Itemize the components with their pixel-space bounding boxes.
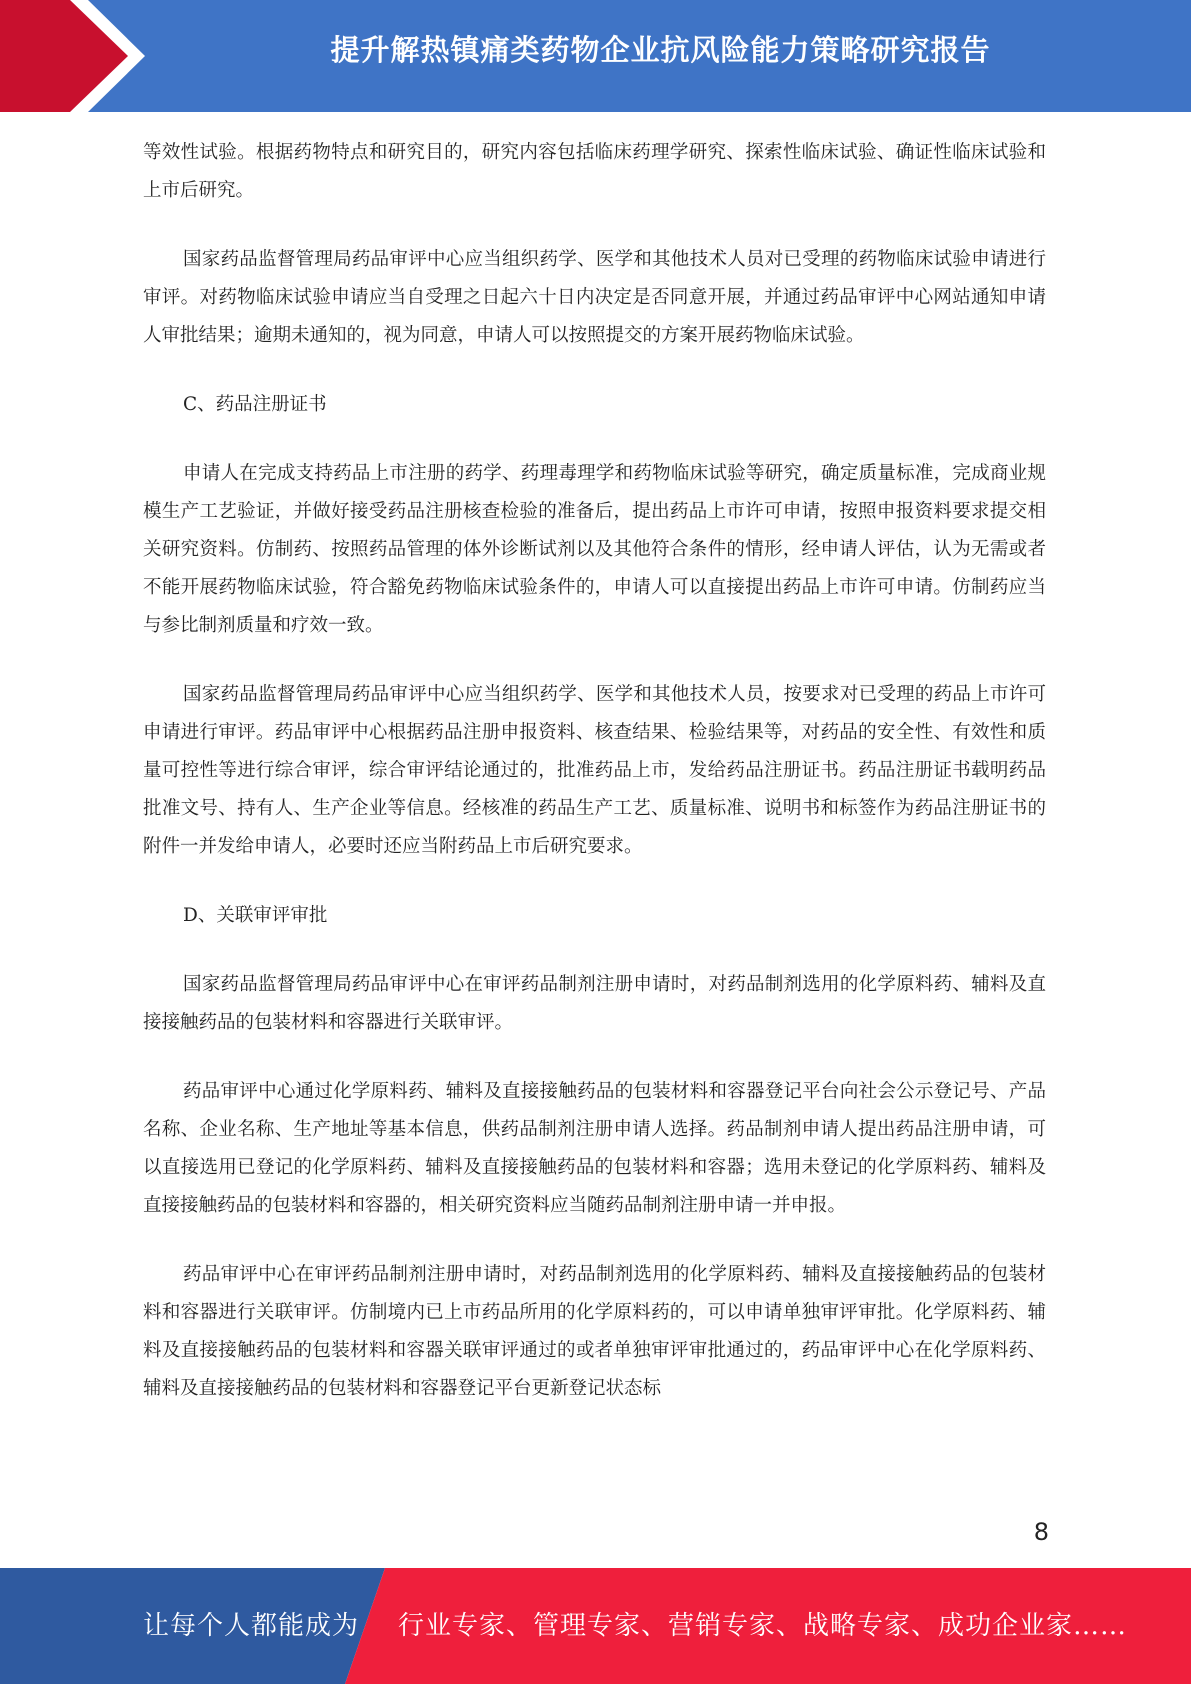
footer-slogan-right: 行业专家、管理专家、营销专家、战略专家、成功企业家……	[398, 1611, 1128, 1641]
paragraph: 国家药品监督管理局药品审评中心应当组织药学、医学和其他技术人员，按要求对已受理的药品上市许可申请进行审评。药品审评中心根据药品注册申报资料、核查结果、检验结果等，对药品的安全性、有效性和质量可控性等进行综合审评，综合审评结论通过的，批准药品上市，发给药品注册证书。药品注册证书载明药品批准文号、持有人、生产企业等信息。经核准的药品生产工艺、质量标准、说明书和标签作为药品注册证书的附件一并发给申请人，必要时还应当附药品上市后研究要求。	[143, 684, 1046, 857]
section-heading-c: C、药品注册证书	[183, 394, 327, 415]
paragraph: 国家药品监督管理局药品审评中心应当组织药学、医学和其他技术人员对已受理的药物临床试验申请进行审评。对药物临床试验申请应当自受理之日起六十日内决定是否同意开展，并通过药品审评中心网站通知申请人审批结果；逾期未通知的，视为同意，申请人可以按照提交的方案开展药物临床试验。	[143, 249, 1046, 346]
paragraph: 申请人在完成支持药品上市注册的药学、药理毒理学和药物临床试验等研究，确定质量标准，完成商业规模生产工艺验证，并做好接受药品注册核查检验的准备后，提出药品上市许可申请，按照申报资料要求提交相关研究资料。仿制药、按照药品管理的体外诊断试剂以及其他符合条件的情形，经申请人评估，认为无需或者不能开展药物临床试验，符合豁免药物临床试验条件的，申请人可以直接提出药品上市许可申请。仿制药应当与参比制剂质量和疗效一致。	[143, 463, 1046, 636]
document-body	[143, 134, 1046, 1439]
header-arrow-icon	[0, 0, 160, 112]
footer-slogan-left: 让每个人都能成为	[143, 1611, 360, 1641]
report-title: 提升解热镇痛类药物企业抗风险能力策略研究报告	[330, 33, 991, 67]
section-heading-d: D、关联审评审批	[183, 905, 328, 926]
paragraph: 药品审评中心在审评药品制剂注册申请时，对药品制剂选用的化学原料药、辅料及直接接触药品的包装材料和容器进行关联审评。仿制境内已上市药品所用的化学原料药的，可以申请单独审评审批。化学原料药、辅料及直接接触药品的包装材料和容器关联审评通过的或者单独审评审批通过的，药品审评中心在化学原料药、辅料及直接接触药品的包装材料和容器登记平台更新登记状态标	[143, 1264, 1046, 1399]
paragraph: 药品审评中心通过化学原料药、辅料及直接接触药品的包装材料和容器登记平台向社会公示登记号、产品名称、企业名称、生产地址等基本信息，供药品制剂注册申请人选择。药品制剂申请人提出药品注册申请，可以直接选用已登记的化学原料药、辅料及直接接触药品的包装材料和容器；选用未登记的化学原料药、辅料及直接接触药品的包装材料和容器的，相关研究资料应当随药品制剂注册申请一并申报。	[143, 1081, 1046, 1216]
page-header	[0, 0, 1191, 112]
page-number: 8	[1033, 1518, 1049, 1546]
paragraph: 等效性试验。根据药物特点和研究目的，研究内容包括临床药理学研究、探索性临床试验、确证性临床试验和上市后研究。	[143, 142, 1046, 201]
paragraph: 国家药品监督管理局药品审评中心在审评药品制剂注册申请时，对药品制剂选用的化学原料药、辅料及直接接触药品的包装材料和容器进行关联审评。	[143, 974, 1046, 1033]
page-footer	[0, 1568, 1191, 1684]
